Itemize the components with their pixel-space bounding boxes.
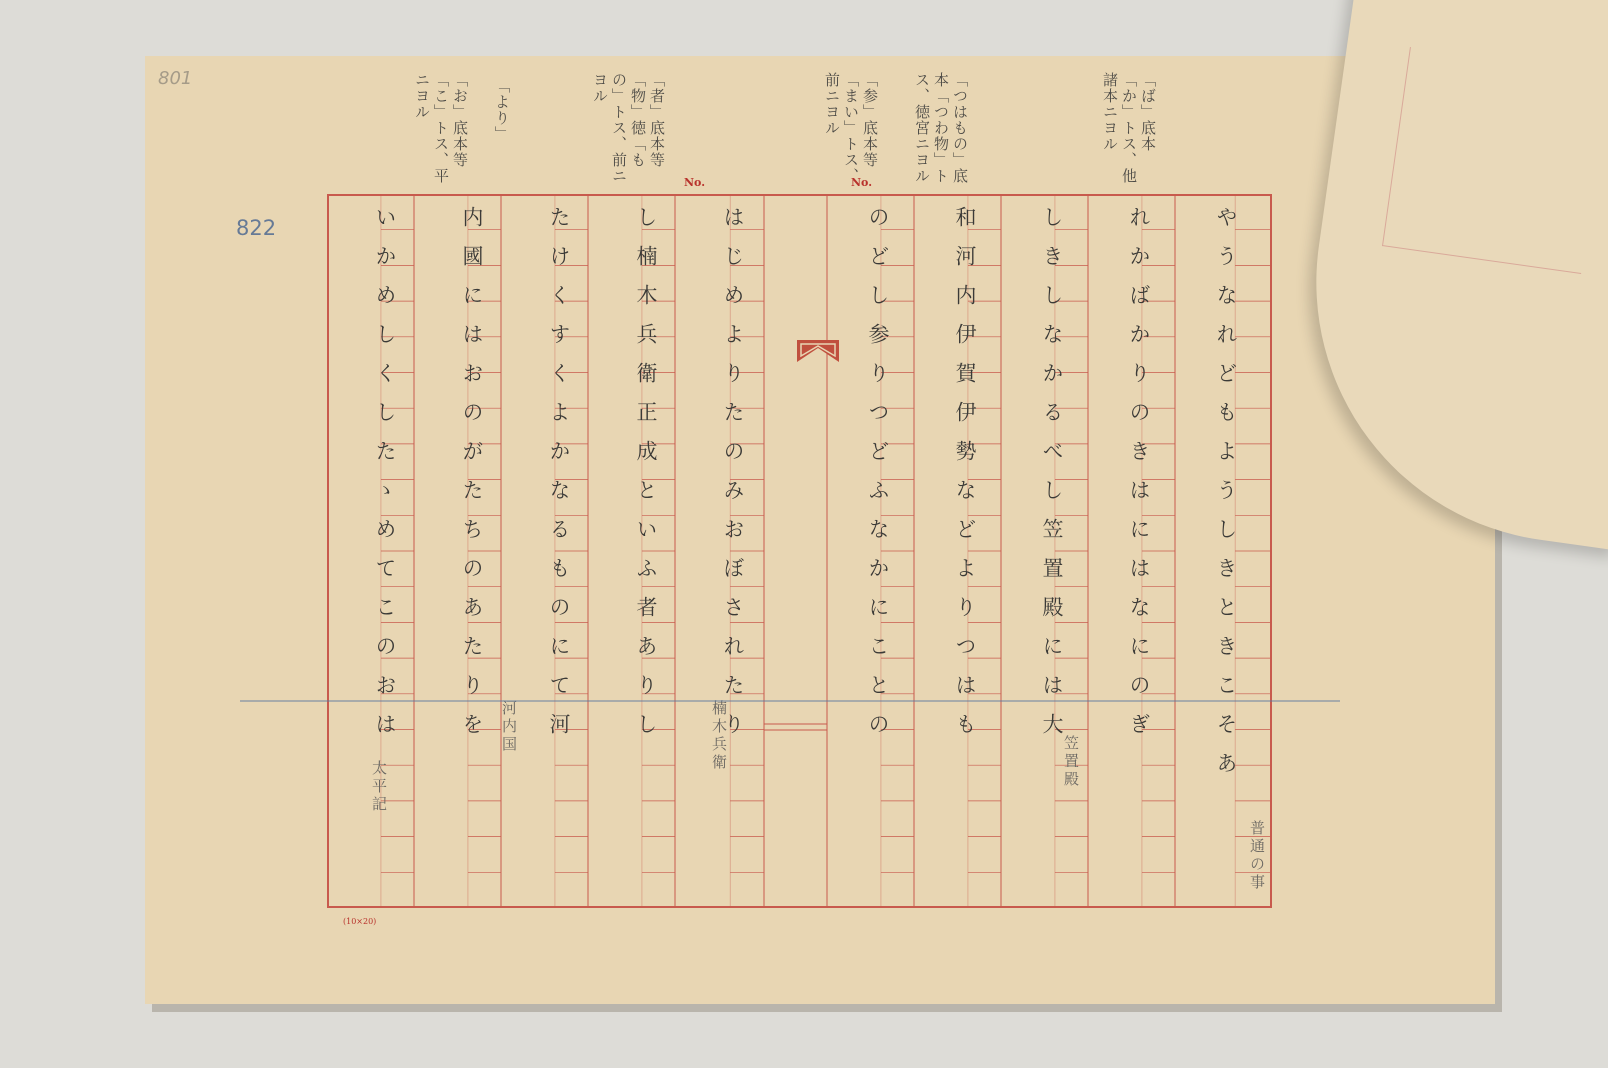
annotation-2: 笠置殿 xyxy=(1062,735,1080,789)
text-column-5: のどし参りつどふなかにことの xyxy=(866,206,890,752)
top-note-5: 「より」 xyxy=(493,78,511,142)
text-column-7: はじめよりたのみおぼされたり xyxy=(721,206,745,752)
annotation-3: 楠木兵衛 xyxy=(710,700,728,772)
center-fold-mark xyxy=(797,340,839,380)
text-column-4: 和河内伊賀伊勢などよりつはも xyxy=(953,206,977,752)
grid-size-label: (10×20) xyxy=(343,917,377,926)
text-column-11: いかめしくしたゝめてこのおは xyxy=(373,206,397,752)
annotation-1: 普通の事 xyxy=(1248,820,1266,892)
top-note-6: 「お」底本等「こ」トス、平ニヨル xyxy=(413,72,469,184)
text-column-3: しきしなかるべし笠置殿には大 xyxy=(1040,206,1064,752)
annotation-4: 河内国 xyxy=(500,700,518,754)
text-column-9: たけくすくよかなるものにて河 xyxy=(547,206,571,752)
stamped-page-number: 822 xyxy=(236,216,277,240)
top-note-4: 「者」底本等「物」徳「もの」トス、前ニヨル xyxy=(591,72,666,184)
top-note-3: 「参」底本等「まい」トス、前ニヨル xyxy=(823,72,879,184)
text-column-1: やうなれどもようしきときこそあ xyxy=(1214,206,1238,791)
no-label-right: No. xyxy=(851,176,873,189)
turned-page-grid xyxy=(1382,47,1608,274)
annotation-5: 太平記 xyxy=(370,760,388,814)
top-note-2: 「つはもの」底本「つわ物」トス、徳宮ニヨル xyxy=(913,72,969,184)
pencil-page-number: 801 xyxy=(158,68,193,89)
pencil-rule xyxy=(240,700,1340,702)
text-column-10: 内國にはおのがたちのあたりを xyxy=(460,206,484,752)
no-label-left: No. xyxy=(684,176,706,189)
text-column-2: れかばかりのきはにはなにのぎ xyxy=(1127,206,1151,752)
top-note-1: 「ば」底本「か」トス、他諸本ニヨル xyxy=(1101,72,1157,184)
text-column-8: し楠木兵衛正成といふ者ありし xyxy=(634,206,658,752)
